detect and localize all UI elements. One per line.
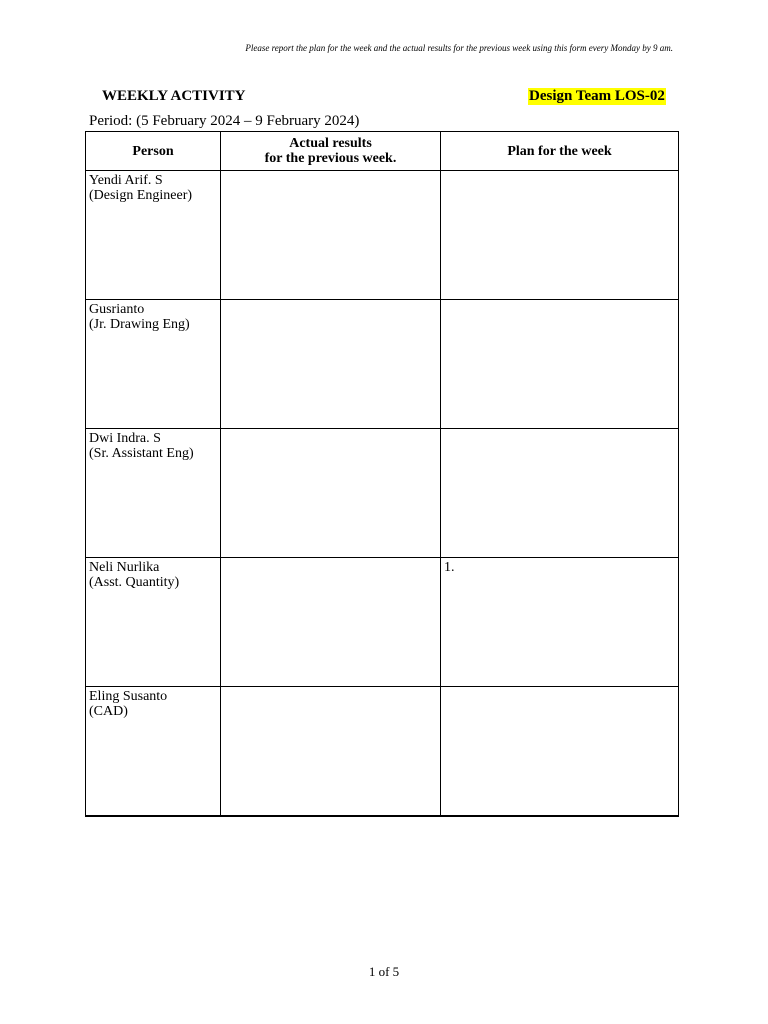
table-row: [86, 429, 679, 558]
person-role: (Design Engineer): [89, 188, 193, 203]
actual-results-cell[interactable]: [221, 687, 441, 817]
table-header-row: [86, 132, 679, 171]
person-name: Eling Susanto: [89, 689, 168, 704]
instruction-note: Please report the plan for the week and the actual results for the previous week using this form every Monday by 9 am.: [245, 43, 673, 53]
person-cell: [86, 429, 221, 558]
person-name: Yendi Arif. S: [89, 173, 163, 188]
person-cell: [86, 300, 221, 429]
table-row: [86, 171, 679, 300]
plan-cell[interactable]: [441, 300, 679, 429]
person-name: Gusrianto: [89, 302, 145, 317]
actual-results-cell[interactable]: [221, 171, 441, 300]
person-cell: [86, 558, 221, 687]
person-role: (Asst. Quantity): [89, 575, 180, 590]
plan-cell[interactable]: [441, 171, 679, 300]
weekly-activity-table: [85, 131, 679, 817]
table-row: [86, 300, 679, 429]
plan-cell[interactable]: [441, 429, 679, 558]
actual-results-cell[interactable]: [221, 300, 441, 429]
page-title: WEEKLY ACTIVITY: [102, 88, 246, 104]
header-actual-results: [221, 132, 441, 171]
header-person: Person: [86, 132, 221, 171]
page-number: 1 of 5: [368, 964, 400, 979]
person-cell: [86, 171, 221, 300]
person-cell: [86, 687, 221, 817]
header-actual-line2: for the previous week.: [264, 151, 397, 166]
plan-cell[interactable]: [441, 687, 679, 817]
person-role: (CAD): [89, 704, 128, 719]
plan-item-number: 1.: [444, 560, 455, 575]
actual-results-cell[interactable]: [221, 429, 441, 558]
header-plan: Plan for the week: [441, 132, 679, 171]
table-row: [86, 687, 679, 817]
team-label: Design Team LOS-02: [529, 88, 665, 104]
period-label: Period: (5 February 2024 – 9 February 2024): [89, 113, 360, 129]
person-role: (Sr. Assistant Eng): [89, 446, 194, 461]
header-actual-line1: Actual results: [289, 136, 372, 151]
actual-results-cell[interactable]: [221, 558, 441, 687]
person-name: Dwi Indra. S: [89, 431, 161, 446]
plan-cell[interactable]: [441, 558, 679, 687]
person-role: (Jr. Drawing Eng): [89, 317, 190, 332]
table-row: [86, 558, 679, 687]
person-name: Neli Nurlika: [89, 560, 160, 575]
